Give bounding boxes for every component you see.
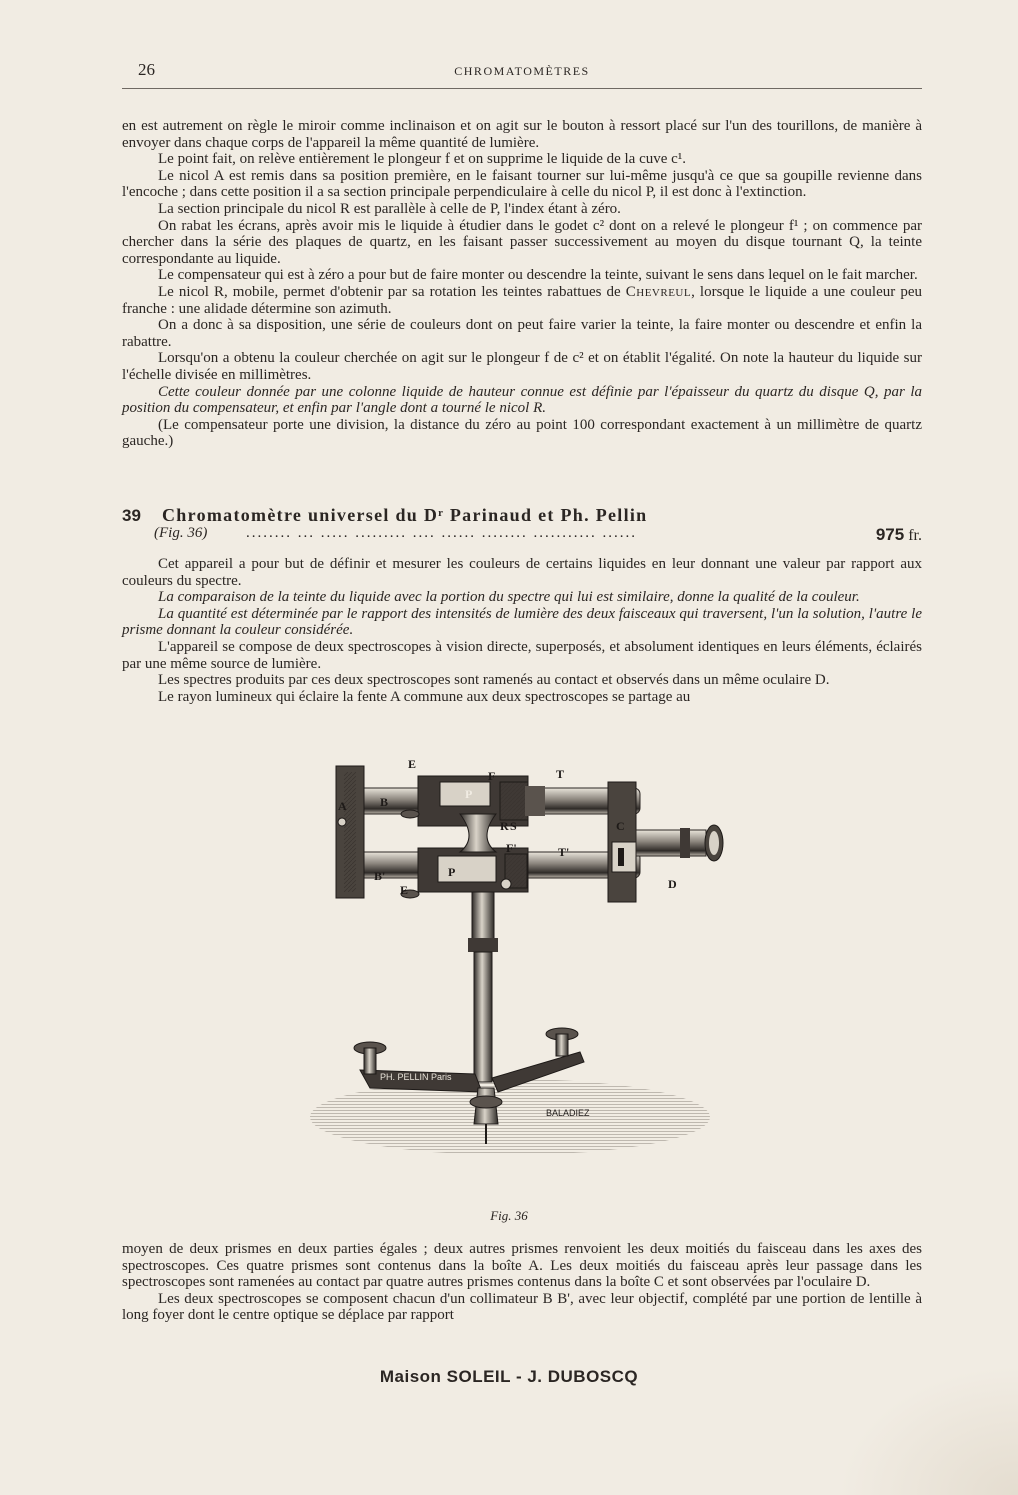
- engraver-signature: BALADIEZ: [546, 1108, 590, 1118]
- paragraph: On rabat les écrans, après avoir mis le liquide à étudier dans le godet c² dont on a relevé le plongeur f¹ ; on commence par chercher dans la série des plaques de quartz, en les faisant passer successivement au moyen du disque tournant Q, la teinte correspondante au liquide.: [122, 217, 922, 267]
- paragraph: Le compensateur qui est à zéro a pour but de faire monter ou descendre la teinte, suivant le sens dans lequel on le fait marcher.: [158, 267, 918, 284]
- label-t: T: [556, 767, 565, 781]
- upper-spectroscope: [350, 776, 640, 826]
- page-header: [122, 58, 922, 86]
- label-e-lower: E: [400, 883, 409, 897]
- paragraph: moyen de deux prismes en deux parties égales ; deux autres prismes renvoient les deux moitiés du faisceau dans les axes des spectroscopes. Ces quatre prismes sont contenus dans la boîte A. Les deux moitiés du faisceau après leur passage dans les spectroscopes sont ramenées au contact par quatre autres prismes contenus dans la boîte C et sont observées par l'oculaire D.: [122, 1241, 922, 1291]
- paragraph: en est autrement on règle le miroir comme inclinaison et on agit sur le bouton à ressort placé sur l'un des tourillons, de manière à envoyer dans chaque corps de l'appareil la même quantité de lumière.: [122, 118, 922, 151]
- label-s: S: [510, 819, 517, 833]
- text-run: , lorsque le liquide a une couleur peu franche : une alidade détermine son azimuth.: [122, 283, 922, 317]
- box-a: [336, 766, 364, 898]
- paragraph: Les spectres produits par ces deux spectroscopes sont ramenés au contact et observés dans un même oculaire D.: [158, 672, 830, 689]
- paragraph: Les deux spectroscopes se composent chacun d'un collimateur B B', avec leur objectif, complété par une portion de lentille à long foyer dont le centre optique se déplace par rapport: [122, 1290, 922, 1324]
- price-value: 975: [875, 525, 905, 544]
- paragraph: L'appareil se compose de deux spectroscopes à vision directe, superposés, et absolument identiques en leurs éléments, éclairés par une même source de lumière.: [122, 638, 922, 672]
- running-head: CHROMATOMÈTRES: [454, 64, 590, 78]
- paragraph-italic: Cette couleur donnée par une colonne liquide de hauteur connue est définie par l'épaisseur du quartz du disque Q, par la position du compensateur, et enfin par l'angle dont a tourné le nicol R.: [122, 383, 922, 417]
- label-d: D: [668, 877, 677, 891]
- item-title: Chromatomètre universel du Dʳ Parinaud et Ph. Pellin: [162, 505, 648, 525]
- label-b: B: [380, 795, 389, 809]
- paragraph-italic: La quantité est déterminée par le rapport des intensités de lumière des deux faisceaux qui traversent, l'un la solution, l'autre le prisme donnant la couleur considérée.: [122, 605, 922, 639]
- label-f: F: [488, 769, 496, 783]
- label-b-prime: B': [374, 869, 386, 883]
- label-e: E: [408, 757, 417, 771]
- chromatometer-engraving: [300, 752, 740, 1162]
- paragraph: Cet appareil a pour but de définir et mesurer les couleurs de certains liquides en leur donnant une valeur par rapport aux couleurs du spectre.: [122, 556, 922, 589]
- paragraph: La section principale du nicol R est parallèle à celle de P, l'index étant à zéro.: [158, 200, 621, 217]
- body-text-bottom: [122, 1241, 922, 1324]
- paragraph: Le point fait, on relève entièrement le plongeur f et on supprime le liquide de la cuve c¹.: [158, 151, 687, 168]
- page-footer: Maison SOLEIL - J. DUBOSCQ: [379, 1367, 639, 1386]
- catalog-item-heading: [122, 506, 922, 546]
- page-number: 26: [138, 60, 155, 79]
- lower-spectroscope: [350, 848, 640, 892]
- paragraph: (Le compensateur porte une division, la distance du zéro au point 100 correspondant exactement à un millimètre de quartz gauche.): [122, 416, 922, 450]
- item-number: 39: [122, 506, 141, 525]
- name-chevreul: Chevreul: [625, 283, 692, 300]
- price-unit: fr.: [908, 527, 922, 544]
- label-r: R: [500, 819, 509, 833]
- paper-stain: [838, 1365, 1018, 1495]
- text-run: Le nicol R, mobile, permet d'obtenir par sa rotation les teintes rabattues de: [158, 283, 621, 300]
- paragraph: Le nicol A est remis dans sa position première, en le faisant tourner sur lui-même jusqu'à ce que sa goupille revienne dans l'encoche ; dans cette position il a sa section principale perpendiculaire à celle du nicol P, il est donc à l'extinction.: [122, 167, 922, 201]
- label-a: A: [338, 799, 347, 813]
- body-text-top: [122, 118, 922, 450]
- paragraph: Le rayon lumineux qui éclaire la fente A commune aux deux spectroscopes se partage au: [158, 688, 691, 705]
- item-figure-ref: (Fig. 36): [154, 525, 208, 541]
- header-rule: [122, 88, 922, 89]
- label-p-lower: P: [448, 865, 456, 879]
- paragraph-italic: La comparaison de la teinte du liquide avec la portion du spectre qui lui est similaire, donne la qualité de la couleur.: [158, 589, 860, 606]
- figure-caption: Fig. 36: [490, 1208, 528, 1223]
- paragraph: On a donc à sa disposition, une série de couleurs dont on peut faire varier la teinte, la faire monter ou descendre et enfin la rabattre.: [122, 317, 922, 350]
- item-price: [876, 525, 922, 545]
- shadow-hatching: [310, 1079, 710, 1155]
- body-text-middle: [122, 556, 922, 705]
- paragraph: [122, 284, 922, 317]
- maker-plate: PH. PELLIN Paris: [380, 1072, 452, 1082]
- label-f-prime: F': [506, 841, 517, 855]
- label-c: C: [616, 819, 625, 833]
- paragraph: Lorsqu'on a obtenu la couleur cherchée on agit sur le plongeur f de c² et on établit l'égalité. On note la hauteur du liquide sur l'échelle divisée en millimètres.: [122, 350, 922, 383]
- eyepiece-d: [636, 825, 723, 861]
- leader-dots: ........ ... ..... ......... .... ...... ........ ........... ......: [246, 525, 637, 541]
- label-p: P: [465, 787, 473, 801]
- label-t-prime: T': [558, 845, 570, 859]
- box-c: [608, 782, 636, 902]
